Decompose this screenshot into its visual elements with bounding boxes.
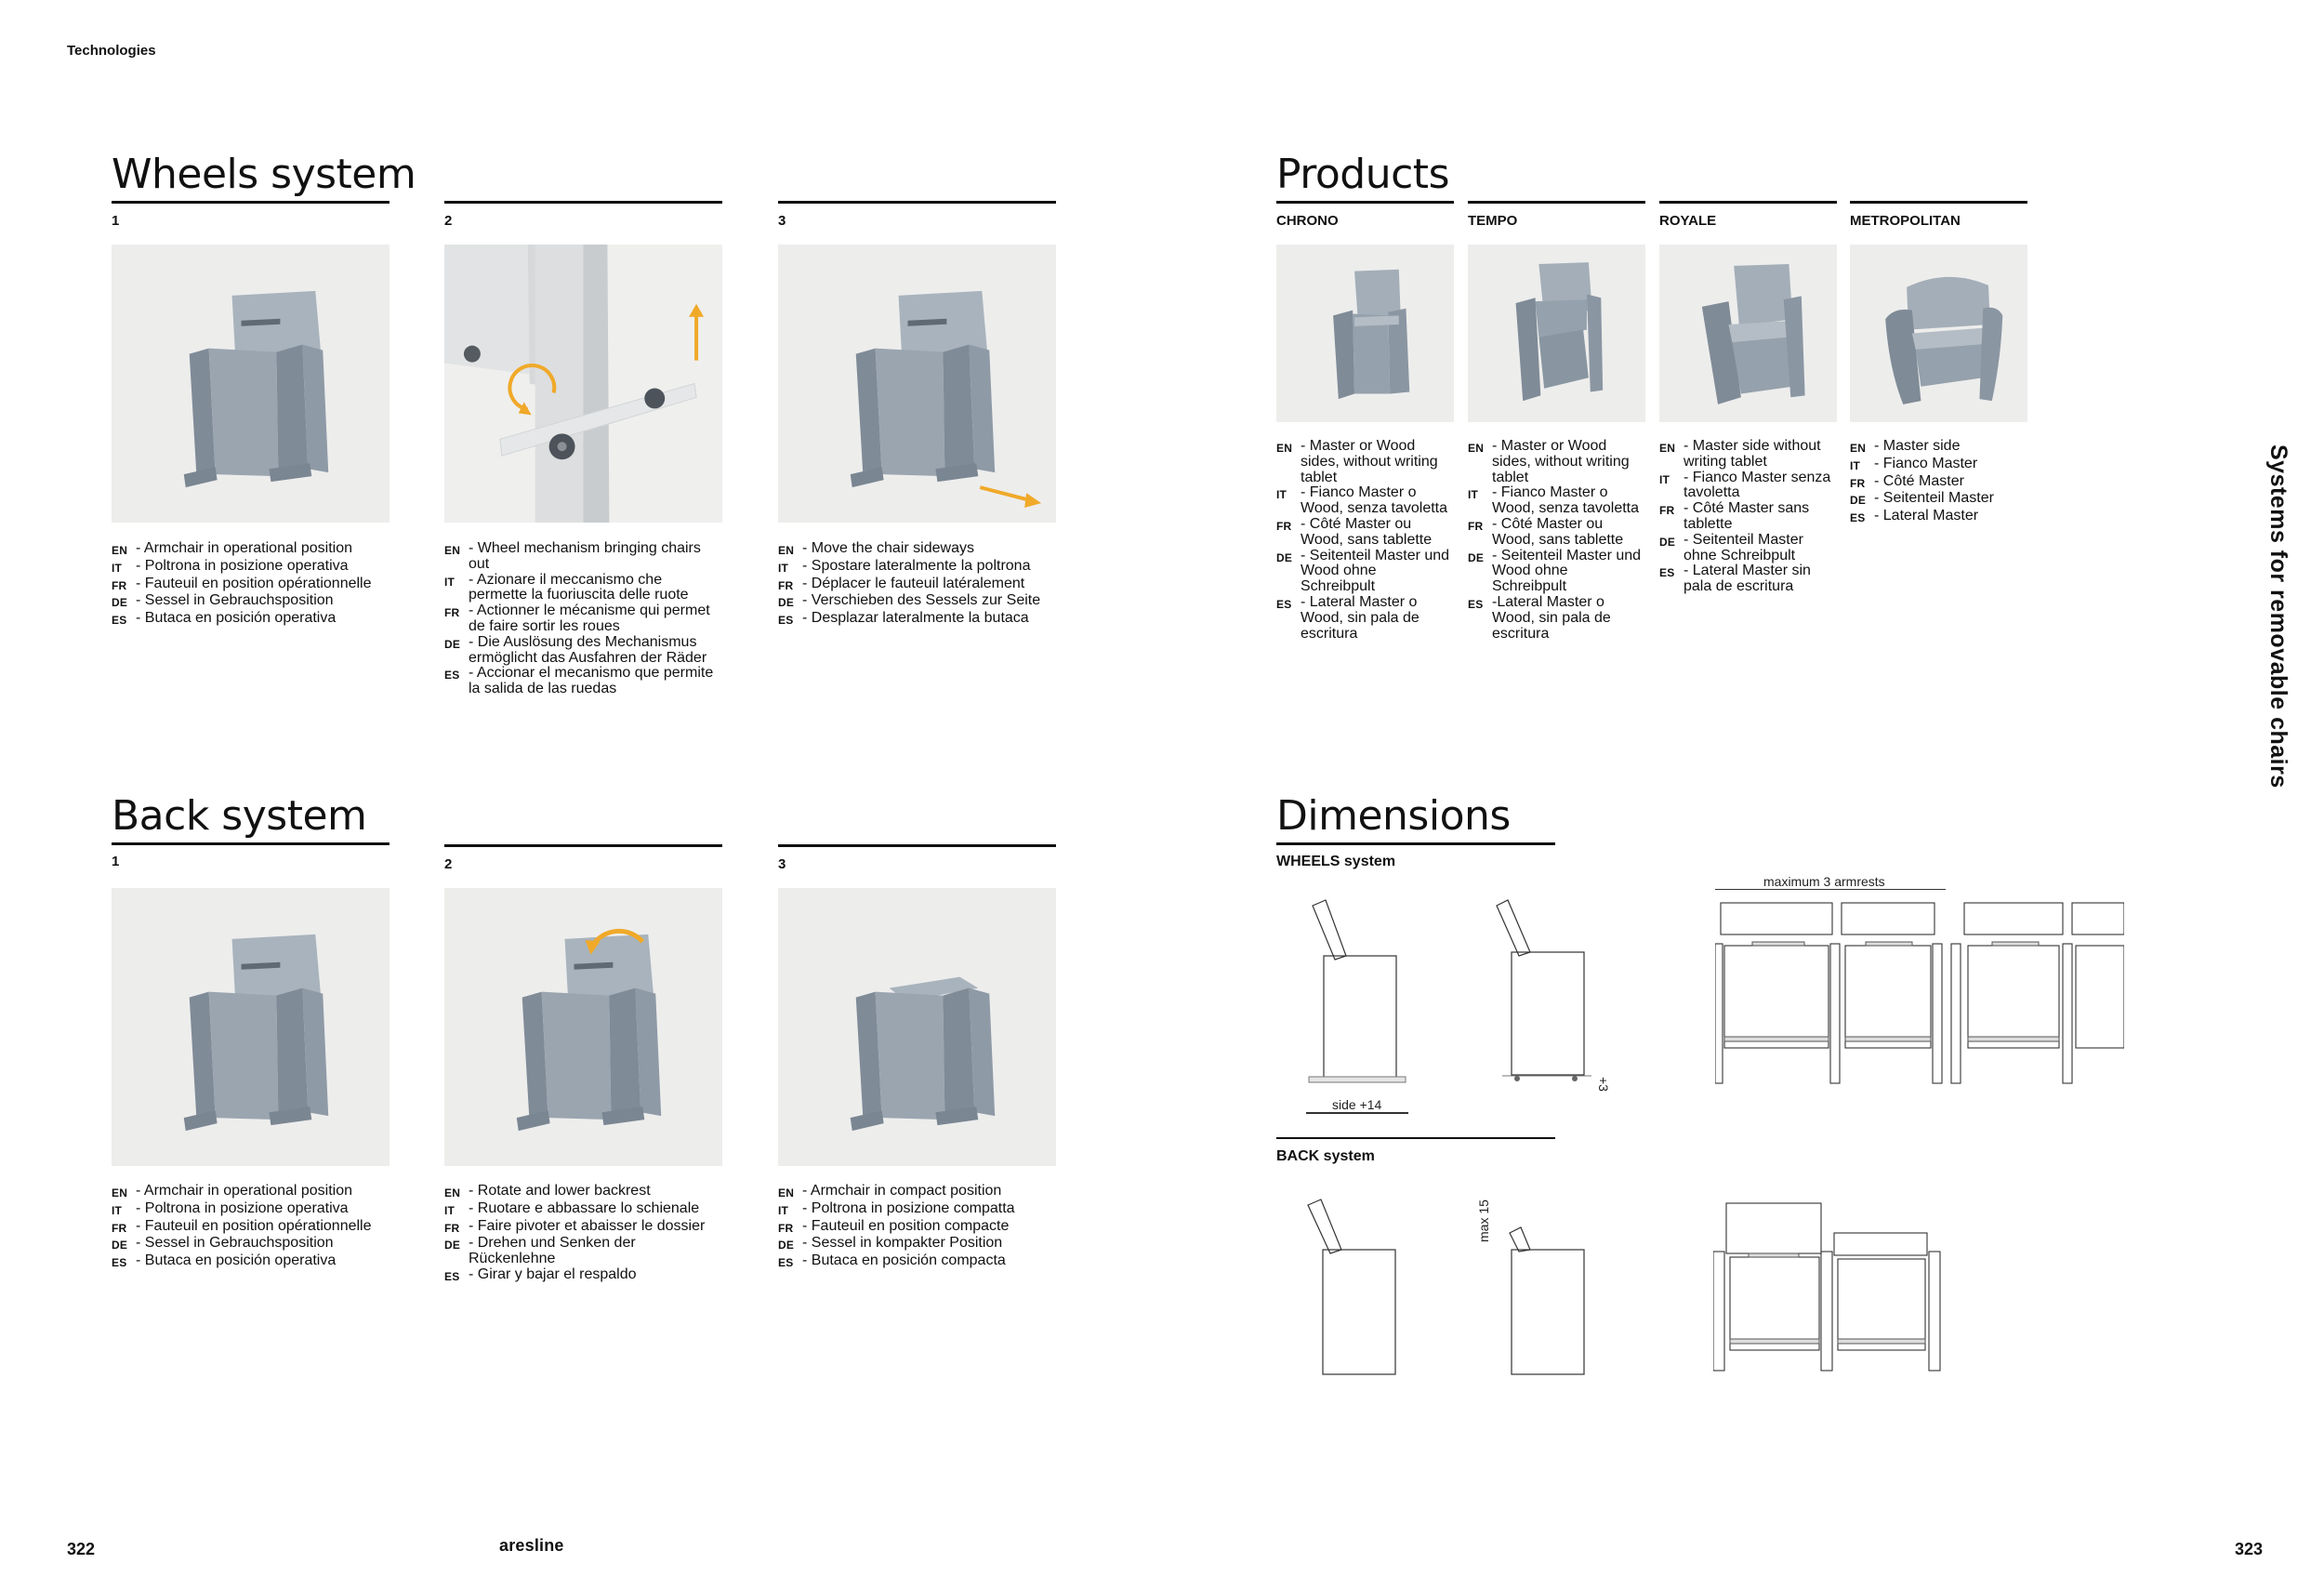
rule	[1468, 201, 1645, 204]
caption-text: - Fauteuil en position compacte	[802, 1217, 1010, 1234]
product-photo-chrono	[1276, 245, 1454, 422]
lang-code: ES	[444, 669, 460, 682]
caption-text: - Poltrona in posizione operativa	[136, 557, 349, 574]
caption-text: - Fauteuil en position opérationnelle	[136, 1217, 372, 1234]
lang-code: EN	[778, 1186, 795, 1199]
lang-code: DE	[778, 596, 795, 610]
backrest-rotate-photo	[444, 888, 722, 1166]
rule	[778, 201, 1056, 204]
lang-code: FR	[1276, 519, 1292, 533]
caption-text: - Armchair in compact position	[802, 1183, 1002, 1199]
caption-text: - Armchair in operational position	[136, 1183, 353, 1199]
lang-code: DE	[444, 637, 461, 651]
caption-text: - Master side	[1874, 438, 1961, 454]
dimension-label-max15: max 15	[1476, 1199, 1491, 1242]
lang-code: DE	[112, 1239, 128, 1252]
lang-code: FR	[1659, 504, 1675, 518]
lang-code: ES	[1850, 511, 1866, 525]
caption-text: - Butaca en posición compacta	[802, 1252, 1006, 1269]
product-photo-royale	[1659, 245, 1837, 422]
caption-wheels-1	[112, 541, 390, 629]
caption-text: - Faire pivoter et abaisser le dossier	[469, 1217, 706, 1234]
lang-code: ES	[112, 1256, 127, 1270]
caption-text: - Lateral Master o Wood, sin pala de escritura	[1301, 593, 1419, 642]
lang-code: ES	[1276, 597, 1292, 611]
front-view-row-drawing	[1715, 897, 2124, 1097]
chair-photo-operational	[112, 888, 390, 1166]
caption-text: - Côté Master ou Wood, sans tablette	[1301, 515, 1433, 548]
caption-text: - Lateral Master	[1874, 508, 1979, 524]
caption-text: - Seitenteil Master	[1874, 490, 1994, 507]
caption-text: - Côté Master	[1874, 472, 1964, 489]
side-view-drawing-operational	[1292, 893, 1413, 1088]
lang-code: DE	[1276, 550, 1293, 564]
rule	[1276, 842, 1555, 845]
lang-code: ES	[1659, 566, 1675, 580]
rule	[1276, 201, 1454, 204]
back-system-title: Back system	[112, 792, 367, 840]
dimension-label-side: side +14	[1332, 1097, 1382, 1112]
dimension-label-plus3: +3	[1596, 1077, 1611, 1092]
lang-code: FR	[778, 578, 794, 592]
lang-code: EN	[1850, 442, 1867, 455]
caption-text: - Accionar el mecanismo que permite la salida de las ruedas	[469, 665, 714, 697]
lang-code: ES	[778, 1256, 794, 1270]
caption-text: - Master side without writing tablet	[1684, 438, 1821, 470]
caption-text: - Ruotare e abbassare lo schienale	[469, 1199, 700, 1216]
caption-back-3	[778, 1184, 1057, 1271]
lang-code: FR	[778, 1221, 794, 1235]
caption-back-2	[444, 1184, 723, 1285]
side-view-drawing-back-compact	[1497, 1209, 1599, 1385]
lang-code: IT	[778, 1203, 789, 1217]
step-number: 2	[444, 213, 453, 229]
product-name-chrono: CHRONO	[1276, 213, 1339, 229]
dimensions-title: Dimensions	[1276, 792, 1511, 840]
caption-text: - Seitenteil Master ohne Schreibpult	[1684, 531, 1803, 563]
caption-text: - Die Auslösung des Mechanismus ermöglicht das Ausfahren der Räder	[469, 633, 707, 666]
rule	[1276, 1137, 1555, 1139]
lang-code: EN	[1276, 442, 1293, 455]
step-number: 1	[112, 854, 120, 869]
caption-text: - Butaca en posición operativa	[136, 610, 337, 627]
caption-text: - Sessel in Gebrauchsposition	[136, 592, 334, 609]
caption-text: - Verschieben des Sessels zur Seite	[802, 592, 1041, 609]
caption-text: - Master or Wood sides, without writing tablet	[1492, 438, 1630, 485]
lang-code: FR	[1850, 476, 1866, 490]
lang-code: IT	[112, 1203, 123, 1217]
lang-code: ES	[778, 614, 794, 628]
rule	[444, 201, 722, 204]
caption-wheels-3	[778, 541, 1057, 629]
brand-logo: aresline	[499, 1536, 564, 1555]
caption-text: - Fianco Master o Wood, senza tavoletta	[1492, 484, 1640, 517]
rule	[778, 844, 1056, 847]
rule	[1850, 201, 2027, 204]
caption-text: - Poltrona in posizione operativa	[136, 1199, 349, 1216]
chair-compact-photo	[778, 888, 1056, 1166]
lang-code: EN	[444, 544, 461, 557]
caption-text: - Armchair in operational position	[136, 540, 353, 556]
rule	[112, 201, 390, 204]
product-name-metropolitan: METROPOLITAN	[1850, 213, 1961, 229]
caption-text: - Côté Master sans tablette	[1684, 500, 1810, 532]
running-head: Technologies	[67, 43, 156, 59]
lang-code: FR	[1468, 519, 1484, 533]
lang-code: EN	[1468, 442, 1485, 455]
lang-code: EN	[112, 544, 128, 557]
wheels-system-title: Wheels system	[112, 151, 416, 198]
step-number: 1	[112, 213, 120, 229]
vertical-section-title: Systems for removable chairs	[2265, 444, 2291, 788]
caption-text: - Fianco Master o Wood, senza tavoletta	[1301, 484, 1448, 517]
caption-text: - Butaca en posición operativa	[136, 1252, 337, 1269]
side-view-drawing-back-upright	[1297, 1190, 1408, 1385]
step-number: 2	[444, 856, 453, 872]
caption-text: - Fauteuil en position opérationnelle	[136, 575, 372, 591]
caption-text: - Seitenteil Master und Wood ohne Schreibpult	[1492, 547, 1642, 595]
dimension-label-max-armrests: maximum 3 armrests	[1763, 874, 1885, 889]
front-view-back-drawing	[1713, 1199, 1946, 1385]
caption-royale	[1659, 439, 1838, 595]
lang-code: DE	[112, 596, 128, 610]
caption-metropolitan	[1850, 439, 2028, 526]
caption-text: -Lateral Master o Wood, sin pala de escritura	[1492, 593, 1611, 642]
product-name-royale: ROYALE	[1659, 213, 1717, 229]
lang-code: ES	[1468, 597, 1484, 611]
lang-code: ES	[112, 614, 127, 628]
caption-text: - Rotate and lower backrest	[469, 1183, 651, 1199]
lang-code: EN	[444, 1186, 461, 1199]
lang-code: DE	[444, 1239, 461, 1252]
lang-code: DE	[1850, 494, 1867, 508]
caption-text: - Wheel mechanism bringing chairs out	[469, 540, 701, 572]
lang-code: IT	[1468, 488, 1479, 502]
wheel-mechanism-photo	[444, 245, 722, 523]
caption-text: - Sessel in kompakter Position	[802, 1235, 1003, 1252]
caption-text: - Poltrona in posizione compatta	[802, 1199, 1015, 1216]
step-number: 3	[778, 856, 786, 872]
side-view-drawing-wheels-out	[1487, 893, 1599, 1088]
caption-back-1	[112, 1184, 390, 1271]
chair-photo-operational	[112, 245, 390, 523]
product-name-tempo: TEMPO	[1468, 213, 1518, 229]
product-photo-tempo	[1468, 245, 1645, 422]
dimension-line	[1306, 1112, 1408, 1114]
lang-code: DE	[1659, 535, 1676, 549]
caption-text: - Seitenteil Master und Wood ohne Schreibpult	[1301, 547, 1450, 595]
rule	[444, 844, 722, 847]
page-number-right: 323	[2235, 1540, 2264, 1558]
products-title: Products	[1276, 151, 1449, 198]
caption-text: - Actionner le mécanisme qui permet de faire sortir les roues	[469, 603, 710, 634]
lang-code: DE	[1468, 550, 1485, 564]
lang-code: ES	[444, 1269, 460, 1283]
product-photo-metropolitan	[1850, 245, 2027, 422]
dimension-line	[1715, 889, 1946, 890]
lang-code: FR	[112, 1221, 127, 1235]
lang-code: EN	[1659, 442, 1676, 455]
lang-code: FR	[444, 606, 460, 620]
caption-text: - Lateral Master sin pala de escritura	[1684, 563, 1811, 595]
caption-chrono	[1276, 439, 1455, 642]
lang-code: IT	[444, 575, 456, 589]
rule	[112, 842, 390, 845]
caption-wheels-2	[444, 541, 723, 697]
caption-text: - Girar y bajar el respaldo	[469, 1266, 637, 1282]
caption-text: - Azionare il meccanismo che permette la fuoriuscita delle ruote	[469, 571, 689, 603]
page-number-left: 322	[67, 1540, 96, 1558]
caption-text: - Move the chair sideways	[802, 540, 974, 556]
caption-text: - Master or Wood sides, without writing tablet	[1301, 438, 1438, 485]
caption-text: - Sessel in Gebrauchsposition	[136, 1235, 334, 1252]
lang-code: IT	[1276, 488, 1287, 502]
lang-code: IT	[444, 1203, 456, 1217]
lang-code: IT	[1850, 458, 1861, 472]
caption-tempo	[1468, 439, 1646, 642]
caption-text: - Fianco Master	[1874, 455, 1978, 471]
caption-text: - Desplazar lateralmente la butaca	[802, 610, 1029, 627]
lang-code: IT	[112, 561, 123, 575]
lang-code: EN	[112, 1186, 128, 1199]
caption-text: - Déplacer le fauteuil latéralement	[802, 575, 1025, 591]
rule	[1659, 201, 1837, 204]
lang-code: IT	[1659, 472, 1670, 486]
lang-code: FR	[444, 1221, 460, 1235]
chair-move-sideways-photo	[778, 245, 1056, 523]
caption-text: - Côté Master ou Wood, sans tablette	[1492, 515, 1624, 548]
lang-code: IT	[778, 561, 789, 575]
back-system-subhead: BACK system	[1276, 1148, 1375, 1164]
step-number: 3	[778, 213, 786, 229]
caption-text: - Spostare lateralmente la poltrona	[802, 557, 1031, 574]
lang-code: FR	[112, 578, 127, 592]
wheels-system-subhead: WHEELS system	[1276, 854, 1396, 869]
lang-code: DE	[778, 1239, 795, 1252]
lang-code: EN	[778, 544, 795, 557]
caption-text: - Drehen und Senken der Rückenlehne	[469, 1235, 636, 1267]
caption-text: - Fianco Master senza tavoletta	[1684, 469, 1831, 501]
